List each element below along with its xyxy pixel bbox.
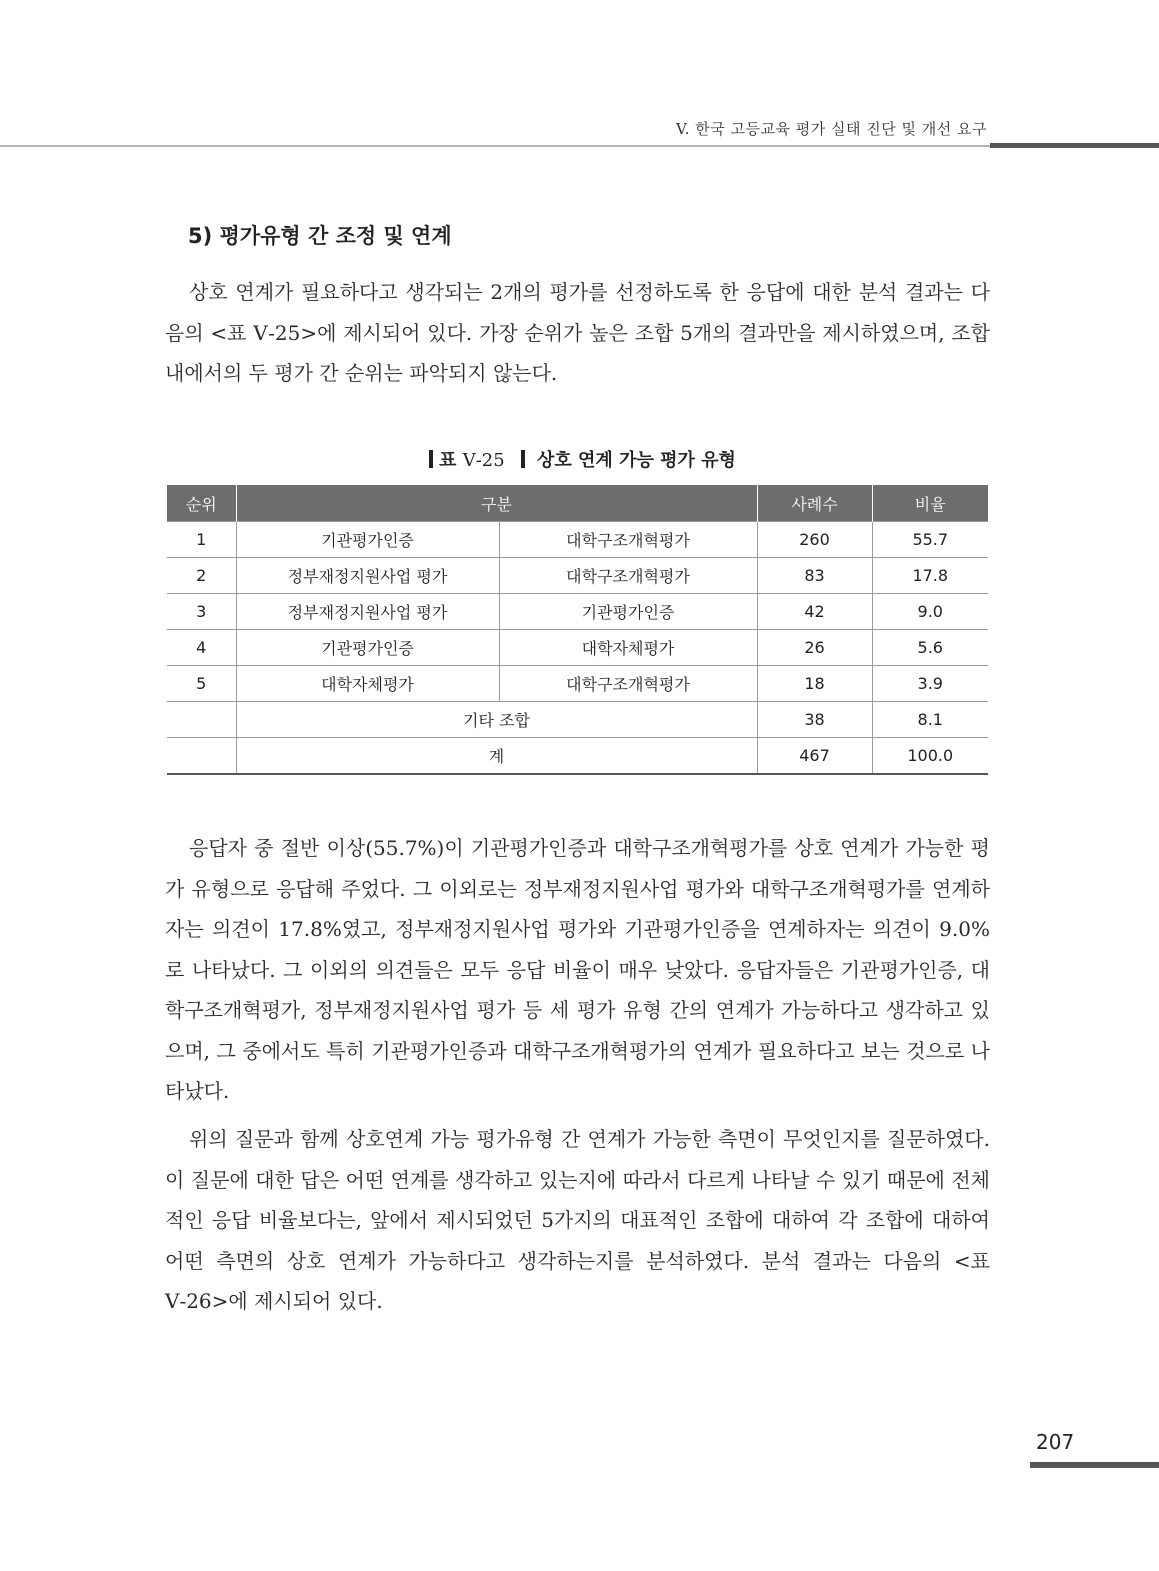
table-row [167, 522, 988, 558]
header-category: 구분 [236, 485, 757, 522]
cell-ratio: 3.9 [872, 666, 988, 702]
cell-rank-empty [167, 738, 236, 775]
cell-rank: 5 [167, 666, 236, 702]
evaluation-linkage-table [167, 485, 988, 775]
cell-eval-a: 정부재정지원사업 평가 [236, 558, 499, 594]
header-rule-accent [990, 143, 1159, 148]
cell-rank: 4 [167, 630, 236, 666]
caption-title: 상호 연계 가능 평가 유형 [537, 450, 736, 471]
section-title: 5) 평가유형 간 조정 및 연계 [188, 224, 452, 248]
paragraph-intro-text: 상호 연계가 필요하다고 생각되는 2개의 평가를 선정하도록 한 응답에 대한 분석 결과는 다음의 <표 Ⅴ-25>에 제시되어 있다. 가장 순위가 높은 조합 5개의 결과만을 제시하였으며, 조합 내에서의 두 평가 간 순위는 파악되지 않는다. [165, 280, 990, 385]
cell-total-label: 계 [236, 738, 757, 775]
header-cases: 사례수 [757, 485, 872, 522]
paragraph-followup-text: 위의 질문과 함께 상호연계 가능 평가유형 간 연계가 가능한 측면이 무엇인지를 질문하였다. 이 질문에 대한 답은 어떤 연계를 생각하고 있는지에 따라서 다르게 나타날 수 있기 때문에 전체적인 응답 비율보다는, 앞에서 제시되었던 5가지의 대표적인 조합에 대하여 각 조합에 대하여 어떤 측면의 상호 연계가 가능하다고 생각하는지를 분석하였다. 분석 결과는 다음의 <표 Ⅴ-26>에 제시되어 있다. [165, 1127, 990, 1313]
cell-eval-b: 대학구조개혁평가 [499, 522, 757, 558]
table-row-total [167, 738, 988, 775]
table-row [167, 630, 988, 666]
cell-eval-b: 기관평가인증 [499, 594, 757, 630]
cell-eval-a: 정부재정지원사업 평가 [236, 594, 499, 630]
cell-cases: 83 [757, 558, 872, 594]
caption-bar-left [429, 450, 433, 468]
caption-number: Ⅴ-25 [462, 450, 505, 471]
table-caption [0, 446, 1159, 472]
cell-cases: 42 [757, 594, 872, 630]
cell-ratio: 17.8 [872, 558, 988, 594]
table-row [167, 558, 988, 594]
cell-eval-a: 기관평가인증 [236, 522, 499, 558]
table-header-row [167, 485, 988, 522]
header-ratio: 비율 [872, 485, 988, 522]
cell-rank: 3 [167, 594, 236, 630]
header-rule [0, 145, 990, 147]
caption-label: 표 [439, 450, 457, 471]
cell-rank: 1 [167, 522, 236, 558]
caption-bar-right [521, 450, 525, 468]
cell-eval-b: 대학구조개혁평가 [499, 558, 757, 594]
footer-rule [1030, 1462, 1159, 1468]
cell-cases: 467 [757, 738, 872, 775]
table-row-other [167, 702, 988, 738]
cell-ratio: 9.0 [872, 594, 988, 630]
cell-cases: 18 [757, 666, 872, 702]
cell-eval-a: 대학자체평가 [236, 666, 499, 702]
cell-eval-b: 대학구조개혁평가 [499, 666, 757, 702]
paragraph-analysis-text: 응답자 중 절반 이상(55.7%)이 기관평가인증과 대학구조개혁평가를 상호 연계가 가능한 평가 유형으로 응답해 주었다. 그 이외로는 정부재정지원사업 평가와 대학구조개혁평가를 연계하자는 의견이 17.8%였고, 정부재정지원사업 평가와 기관평가인증을 연계하자는 의견이 9.0%로 나타났다. 그 이외의 의견들은 모두 응답 비율이 매우 낮았다. 응답자들은 기관평가인증, 대학구조개혁평가, 정부재정지원사업 평가 등 세 평가 유형 간의 연계가 가능하다고 생각하고 있으며, 그 중에서도 특히 기관평가인증과 대학구조개혁평가의 연계가 필요하다고 보는 것으로 나타났다. [165, 836, 990, 1103]
paragraph-intro [165, 272, 990, 394]
page-number: 207 [1036, 1430, 1075, 1454]
cell-rank: 2 [167, 558, 236, 594]
paragraph-followup [165, 1119, 990, 1322]
cell-rank-empty [167, 702, 236, 738]
cell-ratio: 8.1 [872, 702, 988, 738]
paragraph-analysis [165, 828, 990, 1112]
cell-eval-b: 대학자체평가 [499, 630, 757, 666]
cell-ratio: 55.7 [872, 522, 988, 558]
running-header: V. 한국 고등교육 평가 실태 진단 및 개선 요구 [676, 120, 987, 138]
table-row [167, 594, 988, 630]
cell-cases: 260 [757, 522, 872, 558]
table-row [167, 666, 988, 702]
cell-cases: 26 [757, 630, 872, 666]
cell-eval-a: 기관평가인증 [236, 630, 499, 666]
cell-cases: 38 [757, 702, 872, 738]
cell-ratio: 100.0 [872, 738, 988, 775]
cell-ratio: 5.6 [872, 630, 988, 666]
cell-other-label: 기타 조합 [236, 702, 757, 738]
header-rank: 순위 [167, 485, 236, 522]
